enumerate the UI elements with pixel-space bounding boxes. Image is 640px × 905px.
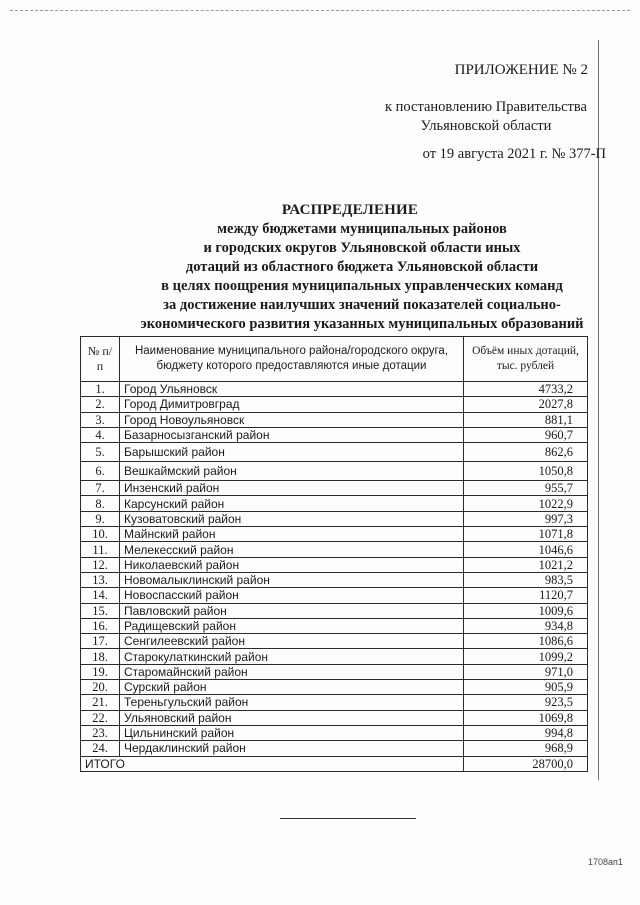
- row-value: 1120,7: [464, 588, 588, 603]
- row-name: Мелекесский район: [120, 542, 464, 557]
- row-value: 1009,6: [464, 603, 588, 618]
- row-name: Новомалыклинский район: [120, 572, 464, 587]
- row-num: 19.: [81, 664, 120, 679]
- row-value: 905,9: [464, 680, 588, 695]
- row-name: Николаевский район: [120, 557, 464, 572]
- row-value: 2027,8: [464, 397, 588, 412]
- row-num: 8.: [81, 496, 120, 511]
- table-row: [81, 664, 588, 679]
- table-row: [81, 496, 588, 511]
- row-num: 16.: [81, 618, 120, 633]
- row-num: 17.: [81, 634, 120, 649]
- row-name: Кузоватовский район: [120, 511, 464, 526]
- row-name: Барышский район: [120, 443, 464, 462]
- table-row: [81, 695, 588, 710]
- table-row: [81, 649, 588, 664]
- document-subtitle: [122, 220, 602, 334]
- table-row: [81, 443, 588, 462]
- row-name: Сурский район: [120, 680, 464, 695]
- row-num: 9.: [81, 511, 120, 526]
- row-num: 5.: [81, 443, 120, 462]
- document-code: 1708ап1: [588, 857, 623, 867]
- row-name: Карсунский район: [120, 496, 464, 511]
- table-row: [81, 572, 588, 587]
- subtitle-line: в целях поощрения муниципальных управленческих команд: [161, 278, 563, 294]
- subtitle-line: между бюджетами муниципальных районов: [217, 221, 507, 237]
- row-value: 1086,6: [464, 634, 588, 649]
- row-name: Город Новоульяновск: [120, 412, 464, 427]
- row-num: 7.: [81, 481, 120, 496]
- row-num: 10.: [81, 527, 120, 542]
- table-row: [81, 427, 588, 442]
- row-name: Город Ульяновск: [120, 382, 464, 397]
- total-value: 28700,0: [464, 756, 588, 771]
- row-value: 968,9: [464, 741, 588, 756]
- subtitle-line: экономического развития указанных муниципальных образований: [140, 316, 584, 332]
- table-header-row: [81, 337, 588, 382]
- table-row: [81, 588, 588, 603]
- decree-date: от 19 августа 2021 г. № 377-П: [422, 146, 606, 162]
- table-row: [81, 412, 588, 427]
- table-row: [81, 382, 588, 397]
- row-num: 6.: [81, 462, 120, 481]
- table-row: [81, 680, 588, 695]
- row-name: Новоспасский район: [120, 588, 464, 603]
- row-num: 23.: [81, 725, 120, 740]
- scan-edge-top: [10, 10, 630, 11]
- row-value: 997,3: [464, 511, 588, 526]
- row-num: 22.: [81, 710, 120, 725]
- row-num: 24.: [81, 741, 120, 756]
- table-row: [81, 710, 588, 725]
- row-name: Павловский район: [120, 603, 464, 618]
- row-name: Старокулаткинский район: [120, 649, 464, 664]
- row-num: 21.: [81, 695, 120, 710]
- appendix-label: ПРИЛОЖЕНИЕ № 2: [454, 62, 588, 78]
- row-name: Сенгилеевский район: [120, 634, 464, 649]
- row-value: 934,8: [464, 618, 588, 633]
- document-title: РАСПРЕДЕЛЕНИЕ: [281, 202, 419, 218]
- decree-line: к постановлению Правительства: [385, 99, 587, 115]
- table-row: [81, 542, 588, 557]
- row-value: 881,1: [464, 412, 588, 427]
- row-num: 18.: [81, 649, 120, 664]
- row-value: 960,7: [464, 427, 588, 442]
- row-name: Цильнинский район: [120, 725, 464, 740]
- distribution-table: [80, 336, 588, 772]
- row-value: 1069,8: [464, 710, 588, 725]
- row-num: 1.: [81, 382, 120, 397]
- table-row: [81, 527, 588, 542]
- table-row: [81, 634, 588, 649]
- decree-reference: [366, 98, 606, 136]
- header-name: Наименование муниципального района/городского округа, бюджету которого предоставляются иные дотации: [120, 337, 464, 382]
- row-num: 13.: [81, 572, 120, 587]
- row-num: 2.: [81, 397, 120, 412]
- row-name: Майнский район: [120, 527, 464, 542]
- row-name: Город Димитровград: [120, 397, 464, 412]
- total-label: ИТОГО: [81, 756, 464, 771]
- row-value: 1021,2: [464, 557, 588, 572]
- table-body: [81, 382, 588, 757]
- signature-line: [280, 818, 416, 819]
- decree-line: Ульяновской области: [420, 118, 552, 134]
- row-name: Ульяновский район: [120, 710, 464, 725]
- row-value: 955,7: [464, 481, 588, 496]
- table-row: [81, 741, 588, 756]
- row-value: 1046,6: [464, 542, 588, 557]
- subtitle-line: дотаций из областного бюджета Ульяновской области: [185, 259, 539, 275]
- table-row: [81, 725, 588, 740]
- row-num: 15.: [81, 603, 120, 618]
- row-num: 14.: [81, 588, 120, 603]
- row-name: Инзенский район: [120, 481, 464, 496]
- total-row: [81, 756, 588, 771]
- row-num: 12.: [81, 557, 120, 572]
- row-value: 971,0: [464, 664, 588, 679]
- row-value: 1022,9: [464, 496, 588, 511]
- row-num: 20.: [81, 680, 120, 695]
- table-row: [81, 603, 588, 618]
- row-name: Базарносызганский район: [120, 427, 464, 442]
- row-value: 994,8: [464, 725, 588, 740]
- header-value: Объём иных дотаций, тыс. рублей: [464, 337, 588, 382]
- row-value: 1050,8: [464, 462, 588, 481]
- row-name: Чердаклинский район: [120, 741, 464, 756]
- row-name: Старомайнский район: [120, 664, 464, 679]
- table-row: [81, 511, 588, 526]
- table-row: [81, 397, 588, 412]
- subtitle-line: и городских округов Ульяновской области иных: [203, 240, 521, 256]
- row-name: Тереньгульский район: [120, 695, 464, 710]
- row-name: Вешкаймский район: [120, 462, 464, 481]
- table-row: [81, 557, 588, 572]
- row-value: 1071,8: [464, 527, 588, 542]
- row-value: 923,5: [464, 695, 588, 710]
- table-row: [81, 618, 588, 633]
- header-num: № п/п: [81, 337, 120, 382]
- row-value: 983,5: [464, 572, 588, 587]
- row-name: Радищевский район: [120, 618, 464, 633]
- row-num: 4.: [81, 427, 120, 442]
- table-row: [81, 481, 588, 496]
- row-value: 1099,2: [464, 649, 588, 664]
- row-num: 11.: [81, 542, 120, 557]
- row-value: 862,6: [464, 443, 588, 462]
- table-row: [81, 462, 588, 481]
- row-num: 3.: [81, 412, 120, 427]
- subtitle-line: за достижение наилучших значений показателей социально-: [163, 297, 561, 313]
- row-value: 4733,2: [464, 382, 588, 397]
